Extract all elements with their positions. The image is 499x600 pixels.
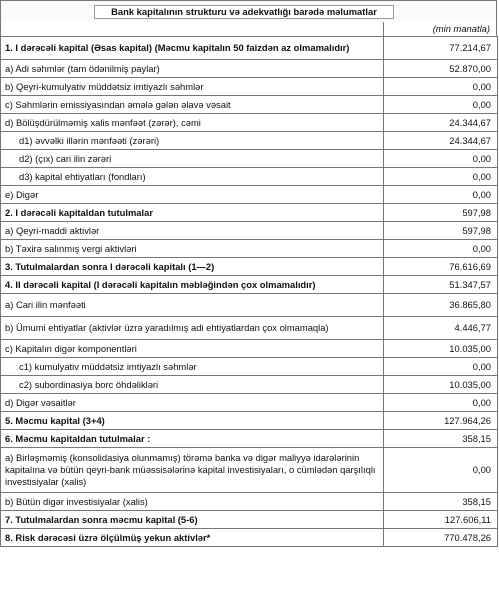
row-value: 0,00 — [384, 150, 498, 168]
row-value: 358,15 — [384, 430, 498, 448]
row-label: d1) əvvəlki illərin mənfəəti (zərəri) — [1, 132, 384, 150]
row-label: 8. Risk dərəcəsi üzrə ölçülmüş yekun aktivlər* — [1, 529, 384, 547]
row-value: 0,00 — [384, 240, 498, 258]
row-value: 10.035,00 — [384, 340, 498, 358]
row-label: c1) kumulyativ müddətsiz imtiyazlı səhmlər — [1, 358, 384, 376]
row-label: b) Bütün digər investisiyalar (xalis) — [1, 493, 384, 511]
row-value: 76.616,69 — [384, 258, 498, 276]
row-label: a) Qeyri-maddi aktivlər — [1, 222, 384, 240]
row-value: 0,00 — [384, 448, 498, 493]
row-value: 127.606,11 — [384, 511, 498, 529]
row-label: b) Təxirə salınmış vergi aktivləri — [1, 240, 384, 258]
row-value: 10.035,00 — [384, 376, 498, 394]
row-label: 2. I dərəcəli kapitaldan tutulmalar — [1, 204, 384, 222]
row-label: d2) (çıx) cari ilin zərəri — [1, 150, 384, 168]
row-label: b) Ümumi ehtiyatlar (aktivlər üzrə yaradılmış adi ehtiyatlardan çox olmamaqla) — [1, 317, 384, 340]
row-label: d) Digər vəsaitlər — [1, 394, 384, 412]
row-value: 0,00 — [384, 358, 498, 376]
row-value: 0,00 — [384, 186, 498, 204]
row-value: 24.344,67 — [384, 114, 498, 132]
page-title: Bank kapitalının strukturu və adekvatlığı barədə məlumatlar — [94, 5, 394, 19]
row-label: c2) subordinasiya borc öhdəlikləri — [1, 376, 384, 394]
row-label: b) Qeyri-kumulyativ müddətsiz imtiyazlı səhmlər — [1, 78, 384, 96]
row-value: 0,00 — [384, 168, 498, 186]
row-value: 36.865,80 — [384, 294, 498, 317]
row-value: 597,98 — [384, 222, 498, 240]
row-label: 5. Məcmu kapital (3+4) — [1, 412, 384, 430]
row-value: 0,00 — [384, 78, 498, 96]
row-label: d) Bölüşdürülməmiş xalis mənfəət (zərər), cəmi — [1, 114, 384, 132]
row-value: 0,00 — [384, 96, 498, 114]
unit-row-left-cell — [0, 22, 384, 36]
capital-table — [0, 36, 498, 547]
row-label: a) Cari ilin mənfəəti — [1, 294, 384, 317]
row-value: 4.446,77 — [384, 317, 498, 340]
row-label: d3) kapital ehtiyatları (fondları) — [1, 168, 384, 186]
row-value: 24.344,67 — [384, 132, 498, 150]
row-label: e) Digər — [1, 186, 384, 204]
row-value: 770.478,26 — [384, 529, 498, 547]
row-value: 127.964,26 — [384, 412, 498, 430]
title-bar — [0, 0, 497, 22]
row-value: 0,00 — [384, 394, 498, 412]
unit-label: (min manatla) — [383, 22, 497, 36]
row-label: 4. II dərəcəli kapital (I dərəcəli kapitalın məbləğindən çox olmamalıdır) — [1, 276, 384, 294]
row-value: 358,15 — [384, 493, 498, 511]
row-label: a) Birləşməmiş (konsolidasiya olunmamış) törəmə banka və digər maliyyə idarələrinin kapitalına və bütün qeyri-bank müəssisələrinə kapital investisiyaları, o cümlədən qarşılıqlı investisiyalar (xalis) — [1, 448, 384, 493]
row-label: a) Adi səhmlər (tam ödənilmiş paylar) — [1, 60, 384, 78]
row-label: 7. Tutulmalardan sonra məcmu kapital (5-6) — [1, 511, 384, 529]
row-label: 3. Tutulmalardan sonra I dərəcəli kapitalı (1—2) — [1, 258, 384, 276]
row-label: 1. I dərəcəli kapital (Əsas kapital) (Məcmu kapitalın 50 faizdən az olmamalıdır) — [1, 37, 384, 60]
unit-row — [0, 22, 497, 36]
row-value: 51.347,57 — [384, 276, 498, 294]
row-label: 6. Məcmu kapitaldan tutulmalar : — [1, 430, 384, 448]
row-value: 597,98 — [384, 204, 498, 222]
row-value: 52.870,00 — [384, 60, 498, 78]
row-label: c) Kapitalın digər komponentləri — [1, 340, 384, 358]
row-label: c) Səhmlərin emissiyasından əmələ gələn əlavə vəsait — [1, 96, 384, 114]
row-value: 77.214,67 — [384, 37, 498, 60]
